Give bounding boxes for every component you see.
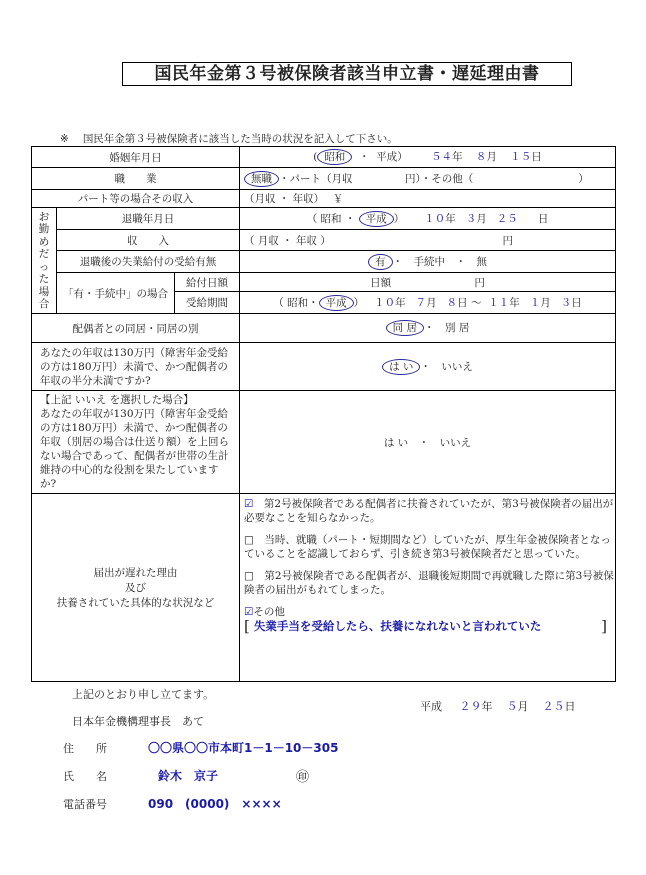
declaration-date: 平成 ２９年 ５月 ２５日 [420,700,576,713]
unemployment-field[interactable]: 有 ・ 手続中 ・ 無 [240,251,616,273]
ari-circled: 有 [368,254,393,270]
q1-hai-circled: は い [382,359,420,375]
retire-date-label: 退職年月日 [57,208,240,230]
retired-side-label: お 勤 め だ っ た 場 合 [32,208,57,314]
period-heisei-circled: 平成 [319,295,354,311]
unemployment-label: 退職後の失業給付の受給有無 [57,251,240,273]
reason-item[interactable]: □ 当時、就職（パート・短期間など）していたが、厚生年金被保険者となっていることを認識しておらず、引き続き第3号被保険者だと思っていた。 [244,534,611,560]
unchecked-checkbox-icon[interactable]: □ [244,534,254,546]
benefit-case-label: 「有・手続中」の場合 [57,273,175,314]
seal-mark: ㊞ [296,770,310,785]
marriage-date-field[interactable]: ( 昭和 ・ 平成） ５４年 ８月 １５日 [240,147,616,168]
phone-value[interactable]: 090 (0000) ×××× [148,797,282,811]
note-mark: ※ [60,133,69,145]
unchecked-checkbox-icon[interactable]: □ [244,570,254,582]
row-living [32,314,616,343]
reasons-label: 届出が遅れた理由 及び 扶養されていた具体的な状況など [32,494,240,682]
note-text: 国民年金第３号被保険者に該当した当時の状況を記入して下さい。 [82,133,398,145]
occupation-field[interactable] [240,168,616,190]
row-occupation [32,168,616,190]
q2-text: 【上記 いいえ を選択した場合】 あなたの年収が130万円（障害年金受給の方は180万円）未満で、かつ配偶者の年収（別居の場合は仕送り額）を上回らない場合であって、配偶者が世帯の生計維持の中心的な役割を果たしていますか? [32,391,240,494]
phone-label: 電話番号 [63,798,107,811]
form-title: 国民年金第３号被保険者該当申立書・遅延理由書 [122,62,572,86]
living-field[interactable]: 同 居 ・ 別 居 [240,314,616,343]
row-part-income [32,190,616,208]
retire-heisei-circled: 平成 [359,211,394,227]
daily-amount-field[interactable]: 日額 円 [240,273,616,292]
checked-checkbox-icon[interactable]: ☑ [244,498,254,510]
row-reasons [32,494,616,682]
other-reason-text[interactable]: 失業手当を受給したら、扶養になれないと言われていた [253,618,542,633]
retire-income-label: 収 入 [57,230,240,251]
row-retire-date [32,208,616,230]
showa-circled: 昭和 [317,149,352,165]
occupation-label: 職 業 [32,168,240,190]
living-label: 配偶者との同居・同居の別 [32,314,240,343]
checked-checkbox-icon[interactable]: ☑ [244,606,254,618]
heisei-option: 平成 [376,151,398,163]
reason-other[interactable]: ☑その他 [244,606,285,618]
marriage-month: ８ [475,151,487,163]
part-income-field[interactable]: （月収 ・ 年収） ￥ [240,190,616,208]
retire-date-field[interactable]: （ 昭和 ・ 平成 ） １０年 ３月 ２５ 日 [240,208,616,230]
mushoku-circled: 無職 [244,171,279,187]
retire-month: ３ [465,212,477,225]
reason-item[interactable]: □ 第2号被保険者である配偶者が、退職後短期間で再就職した際に第3号被保険者の届出がもれてしまった。 [244,570,614,596]
row-retire-income [32,230,616,251]
marriage-day: １５ [510,151,532,163]
q1-text: あなたの年収は130万円（障害年金受給の方は180万円）未満で、かつ配偶者の年収の半分未満ですか? [32,343,240,391]
marriage-date-label: 婚姻年月日 [32,147,240,168]
row-q1 [32,343,616,391]
reasons-panel: ☑ 第2号被保険者である配偶者に扶養されていたが、第3号被保険者の届出が必要なことを知らなかった。 □ 当時、就職（パート・短期間など）していたが、厚生年金被保険者となっていることを認識しておらず、引き続き第3号被保険者だと思っていた。 □ 第2号被保険者である配偶者が、退職後短期間で再就職した際に第3号被保険者の届出がもれてしまった。 ☑その他 [ 失業手当を受給したら、扶養になれないと言われていた ] [240,494,616,682]
period-field[interactable]: （ 昭和・ 平成 ） １０年 ７月 ８日 ～ １１年 １月 ３日 [240,292,616,314]
name-label: 氏 名 [63,770,107,783]
q1-answer[interactable]: は い ・ いいえ [240,343,616,391]
daily-amount-label: 給付日額 [175,273,240,292]
row-benefit-daily [32,273,616,292]
instruction-note [60,131,398,146]
q2-answer[interactable]: は い ・ いいえ [240,391,616,494]
address-value[interactable]: 〇〇県〇〇市本町1－1－10－305 [148,741,339,755]
retire-day: ２５ [496,212,518,225]
declaration-table [31,146,616,682]
doukyo-circled: 同 居 [386,320,424,336]
marriage-year: ５４ [431,151,453,163]
part-income-label: パート等の場合その収入 [32,190,240,208]
addressee: 日本年金機構理事長 あて [72,715,204,728]
address-label: 住 所 [63,742,107,755]
retire-year: １０ [424,212,446,225]
row-unemployment [32,251,616,273]
period-label: 受給期間 [175,292,240,314]
row-q2 [32,391,616,494]
reason-item[interactable]: ☑ 第2号被保険者である配偶者に扶養されていたが、第3号被保険者の届出が必要なことを知らなかった。 [244,498,614,524]
occupation-rest: ・パート（月収 円）・その他（ ） [279,172,589,185]
name-value[interactable]: 鈴木 京子 [158,769,219,783]
declaration-text: 上記のとおり申し立てます。 [72,688,215,701]
retire-income-field[interactable]: （ 月収 ・ 年収 ） 円 [240,230,616,251]
row-marriage-date [32,147,616,168]
